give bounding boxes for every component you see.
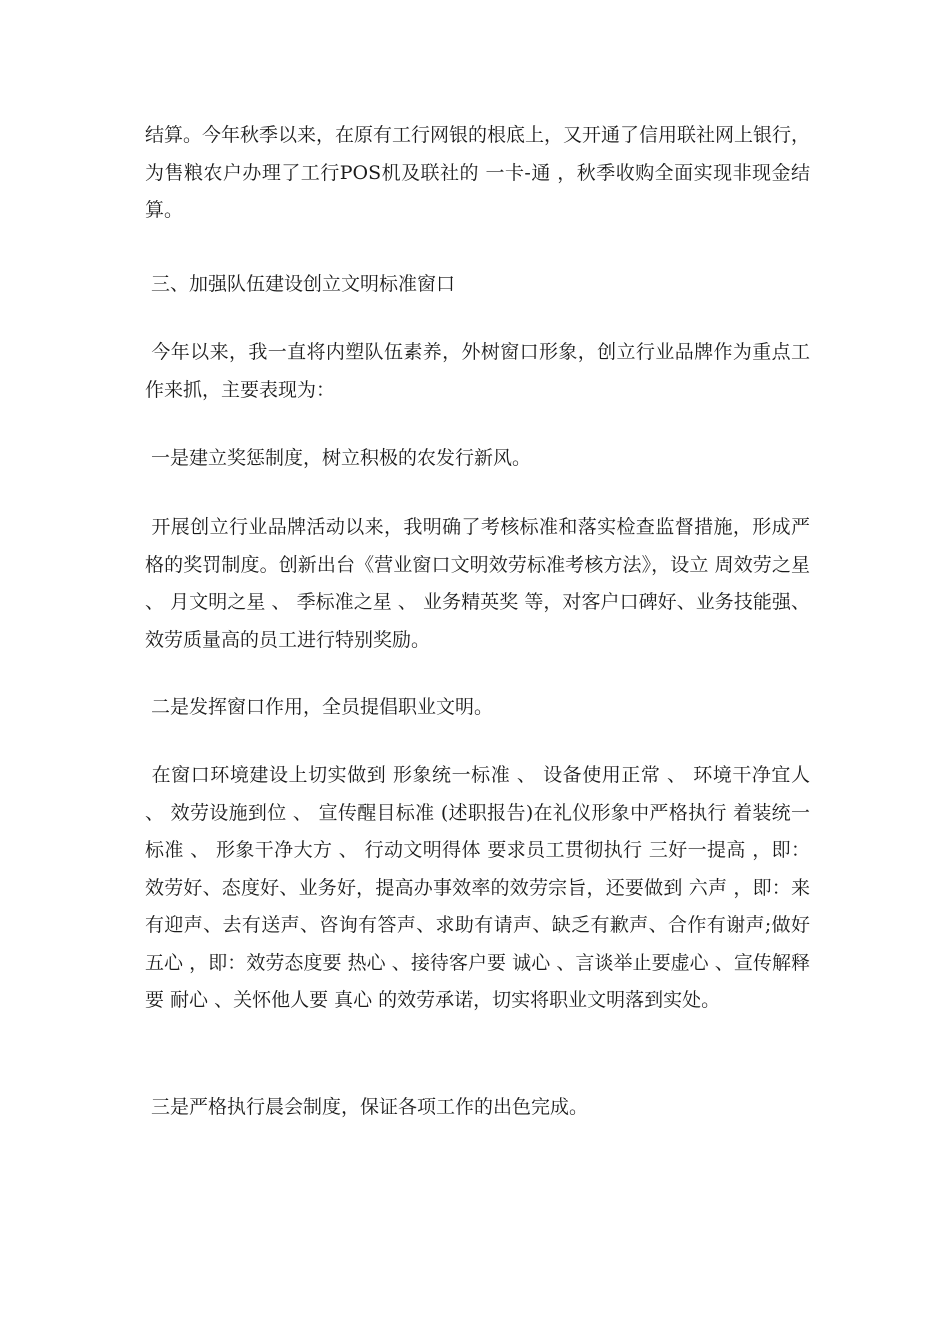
subheading-reward-system: 一是建立奖惩制度，树立积极的农发行新风。 xyxy=(145,447,532,469)
paragraph-settlement: 结算。今年秋季以来，在原有工行网银的根底上，又开通了信用联社网上银行，为售粮农户办理了工行POS机及联社的 一卡-通 ，秋季收购全面实现非现金结算。 xyxy=(145,124,811,221)
paragraph-reward-system: 开展创立行业品牌活动以来，我明确了考核标准和落实检查监督措施，形成严格的奖罚制度。创新出台《营业窗口文明效劳标准考核方法》，设立 周效劳之星 、 月文明之星 、 季标准之星 、 业务精英奖 等，对客户口碑好、业务技能强、效劳质量高的员工进行特别奖励。 xyxy=(145,516,817,651)
subheading-window-role: 二是发挥窗口作用，全员提倡职业文明。 xyxy=(145,696,494,718)
paragraph-window-role: 在窗口环境建设上切实做到 形象统一标准 、 设备使用正常 、 环境干净宜人 、 效劳设施到位 、 宣传醒目标准 (述职报告)在礼仪形象中严格执行 着装统一标准 、 形象干净大方 、 行动文明得体 要求员工贯彻执行 三好一提高 ，即：效劳好、态度好、业务好，提高办事效率的效劳宗旨，还要做到 六声 ，即：来有迎声、去有送声、咨询有答声、求助有请声、缺乏有歉声、合作有谢声;做好 五心 ，即：效劳态度要 热心 、接待客户要 诚心 、言谈举止要虚心 、宣传解释要 耐心 、关怀他人要 真心 的效劳承诺，切实将职业文明落到实处。 xyxy=(145,764,817,1011)
section-heading-team-building: 三、加强队伍建设创立文明标准窗口 xyxy=(145,273,456,295)
paragraph-intro: 今年以来，我一直将内塑队伍素养，外树窗口形象，创立行业品牌作为重点工作来抓，主要表现为： xyxy=(145,341,810,401)
subheading-morning-meeting: 三是严格执行晨会制度，保证各项工作的出色完成。 xyxy=(145,1096,589,1118)
